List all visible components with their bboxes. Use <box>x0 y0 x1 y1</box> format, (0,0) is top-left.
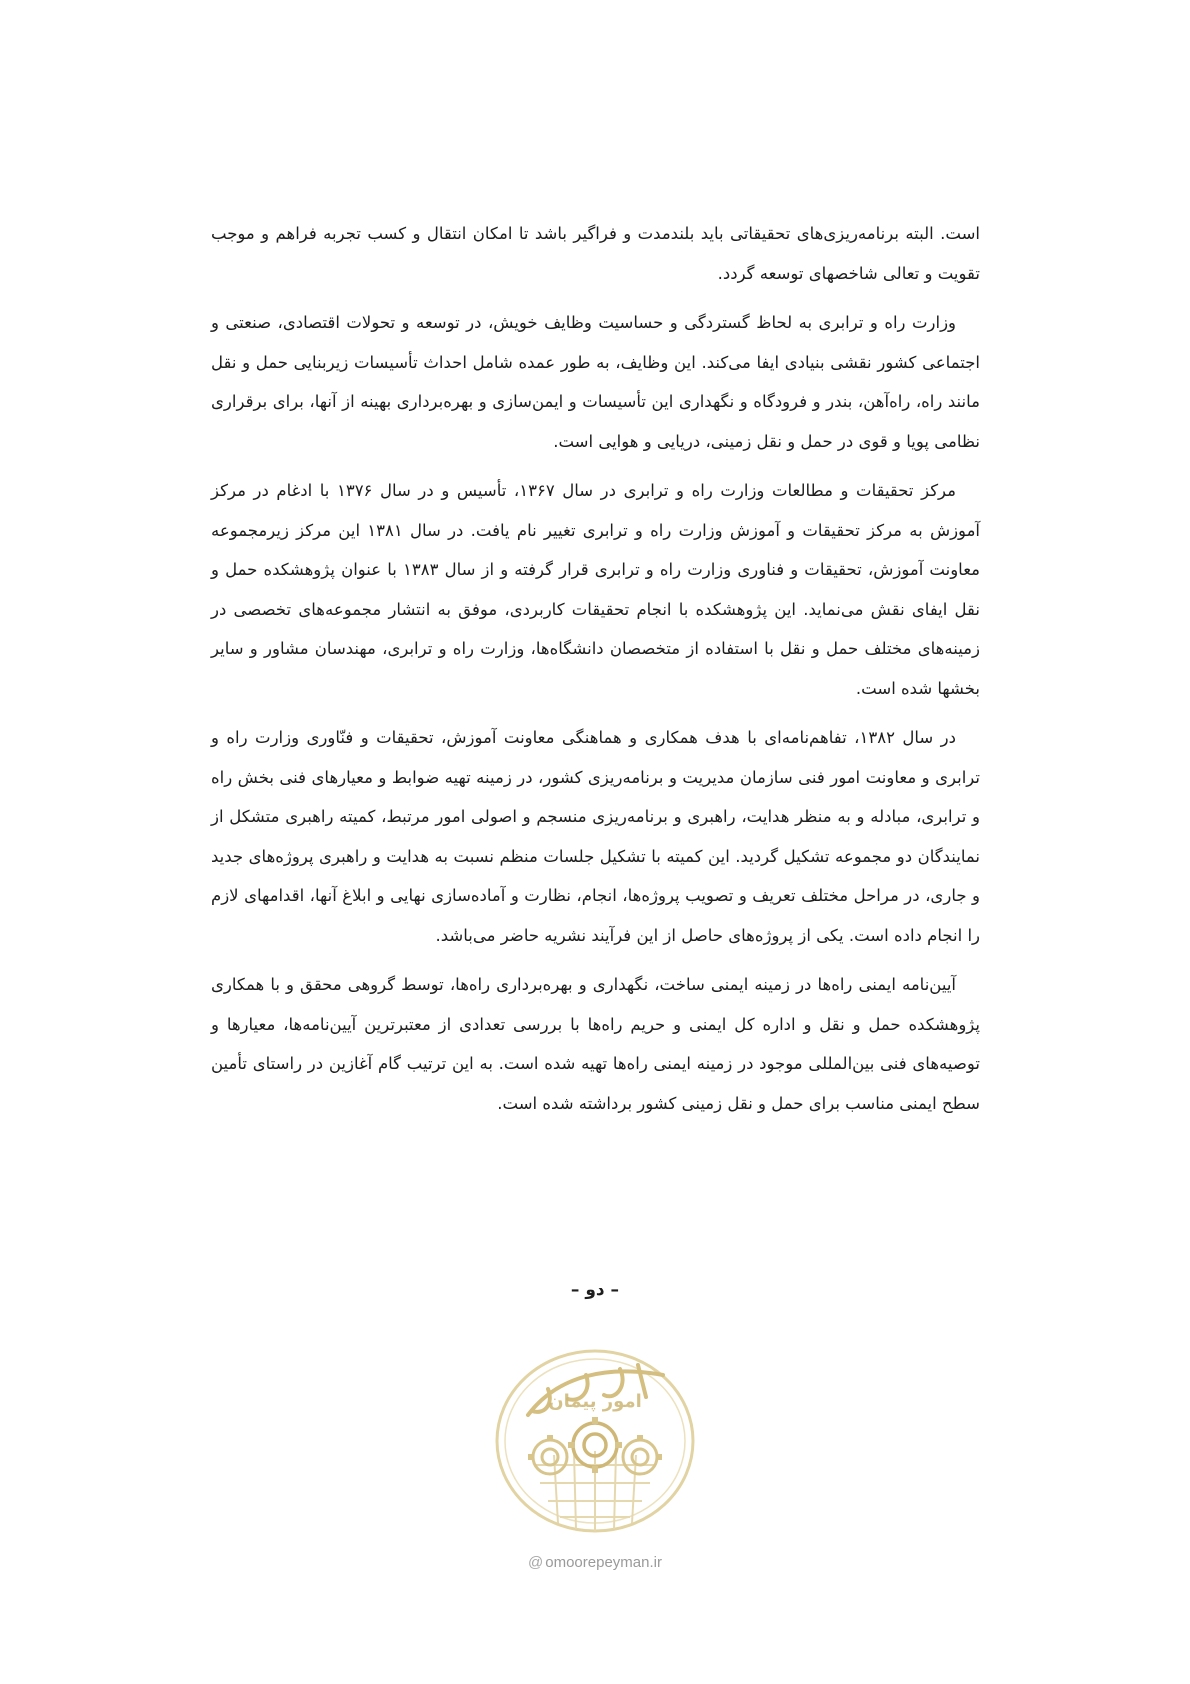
paragraph-1: است. البته برنامه‌ریزی‌های تحقیقاتی باید بلندمدت و فراگیر باشد تا امکان انتقال و کسب تجربه فراهم و موجب تقویت و تعالی شاخصهای توسعه گردد. <box>211 224 980 283</box>
watermark-text: omoorepeyman.ir <box>545 1554 662 1571</box>
paragraph-3: مرکز تحقیقات و مطالعات وزارت راه و ترابری در سال ۱۳۶۷، تأسیس و در سال ۱۳۷۶ با ادغام در مرکز آموزش به مرکز تحقیقات و آموزش وزارت راه و ترابری تغییر نام یافت. در سال ۱۳۸۱ این مرکز زیرمجموعه معاونت آموزش، تحقیقات و فناوری وزارت راه و ترابری قرار گرفته و از سال ۱۳۸۳ با عنوان پژوهشکده حمل و نقل ایفای نقش می‌نماید. این پژوهشکده با انجام تحقیقات کاربردی، موفق به انتشار مجموعه‌های تخصصی در زمینه‌های مختلف حمل و نقل با استفاده از متخصصان دانشگاه‌ها، وزارت راه و ترابری، مهندسان مشاور و سایر بخشها شده است. <box>211 481 980 698</box>
page-number: – دو – <box>570 1280 620 1300</box>
paragraph-2: وزارت راه و ترابری به لحاظ گستردگی و حساسیت وظایف خویش، در توسعه و تحولات اقتصادی، صنعتی و اجتماعی کشور نقشی بنیادی ایفا می‌کند. این وظایف، به طور عمده شامل احداث تأسیسات زیربنایی حمل و نقل مانند راه، راه‌آهن، بندر و فرودگاه و نگهداری این تأسیسات و ایمن‌سازی و بهره‌برداری بهینه از آنها، برای برقراری نظامی پویا و قوی در حمل و نقل زمینی، دریایی و هوایی است. <box>211 313 980 451</box>
paragraph-4: در سال ۱۳۸۲، تفاهم‌نامه‌ای با هدف همکاری و هماهنگی معاونت آموزش، تحقیقات و فنّاوری وزارت راه و ترابری و معاونت امور فنی سازمان مدیریت و برنامه‌ریزی کشور، در زمینه تهیه ضوابط و معیارهای فنی بخش راه و ترابری، مبادله و به منظر هدایت، راهبری و برنامه‌ریزی منسجم و اصولی امور مرتبط، کمیته راهبری متشکل از نمایندگان دو مجموعه تشکیل گردید. این کمیته با تشکیل جلسات منظم نسبت به هدایت و راهبری پروژه‌های جدید و جاری، در مراحل مختلف تعریف و تصویب پروژه‌ها، انجام، نظارت و آماده‌سازی نهایی و ابلاغ آنها، اقدامهای لازم را انجام داده است. یکی از پروژه‌های حاصل از این فرآیند نشریه حاضر می‌باشد. <box>211 728 980 945</box>
body-text <box>211 214 980 1133</box>
website-watermark <box>0 1554 1190 1571</box>
at-icon: @ <box>528 1554 544 1571</box>
seal-script-text: امور پیمان <box>548 1391 642 1412</box>
paragraph-5: آیین‌نامه ایمنی راه‌ها در زمینه ایمنی ساخت، نگهداری و بهره‌برداری راه‌ها، توسط گروهی محقق و با همکاری پژوهشکده حمل و نقل و اداره کل ایمنی و حریم راه‌ها با بررسی تعدادی از معتبرترین آیین‌نامه‌ها، معیارها و توصیه‌های فنی بین‌المللی موجود در زمینه ایمنی راه‌ها تهیه شده است. به این ترتیب گام آغازین در راستای تأمین سطح ایمنی مناسب برای حمل و نقل زمینی کشور برداشته شده است. <box>211 975 980 1113</box>
omoorepeyman-seal-logo <box>488 1345 702 1545</box>
